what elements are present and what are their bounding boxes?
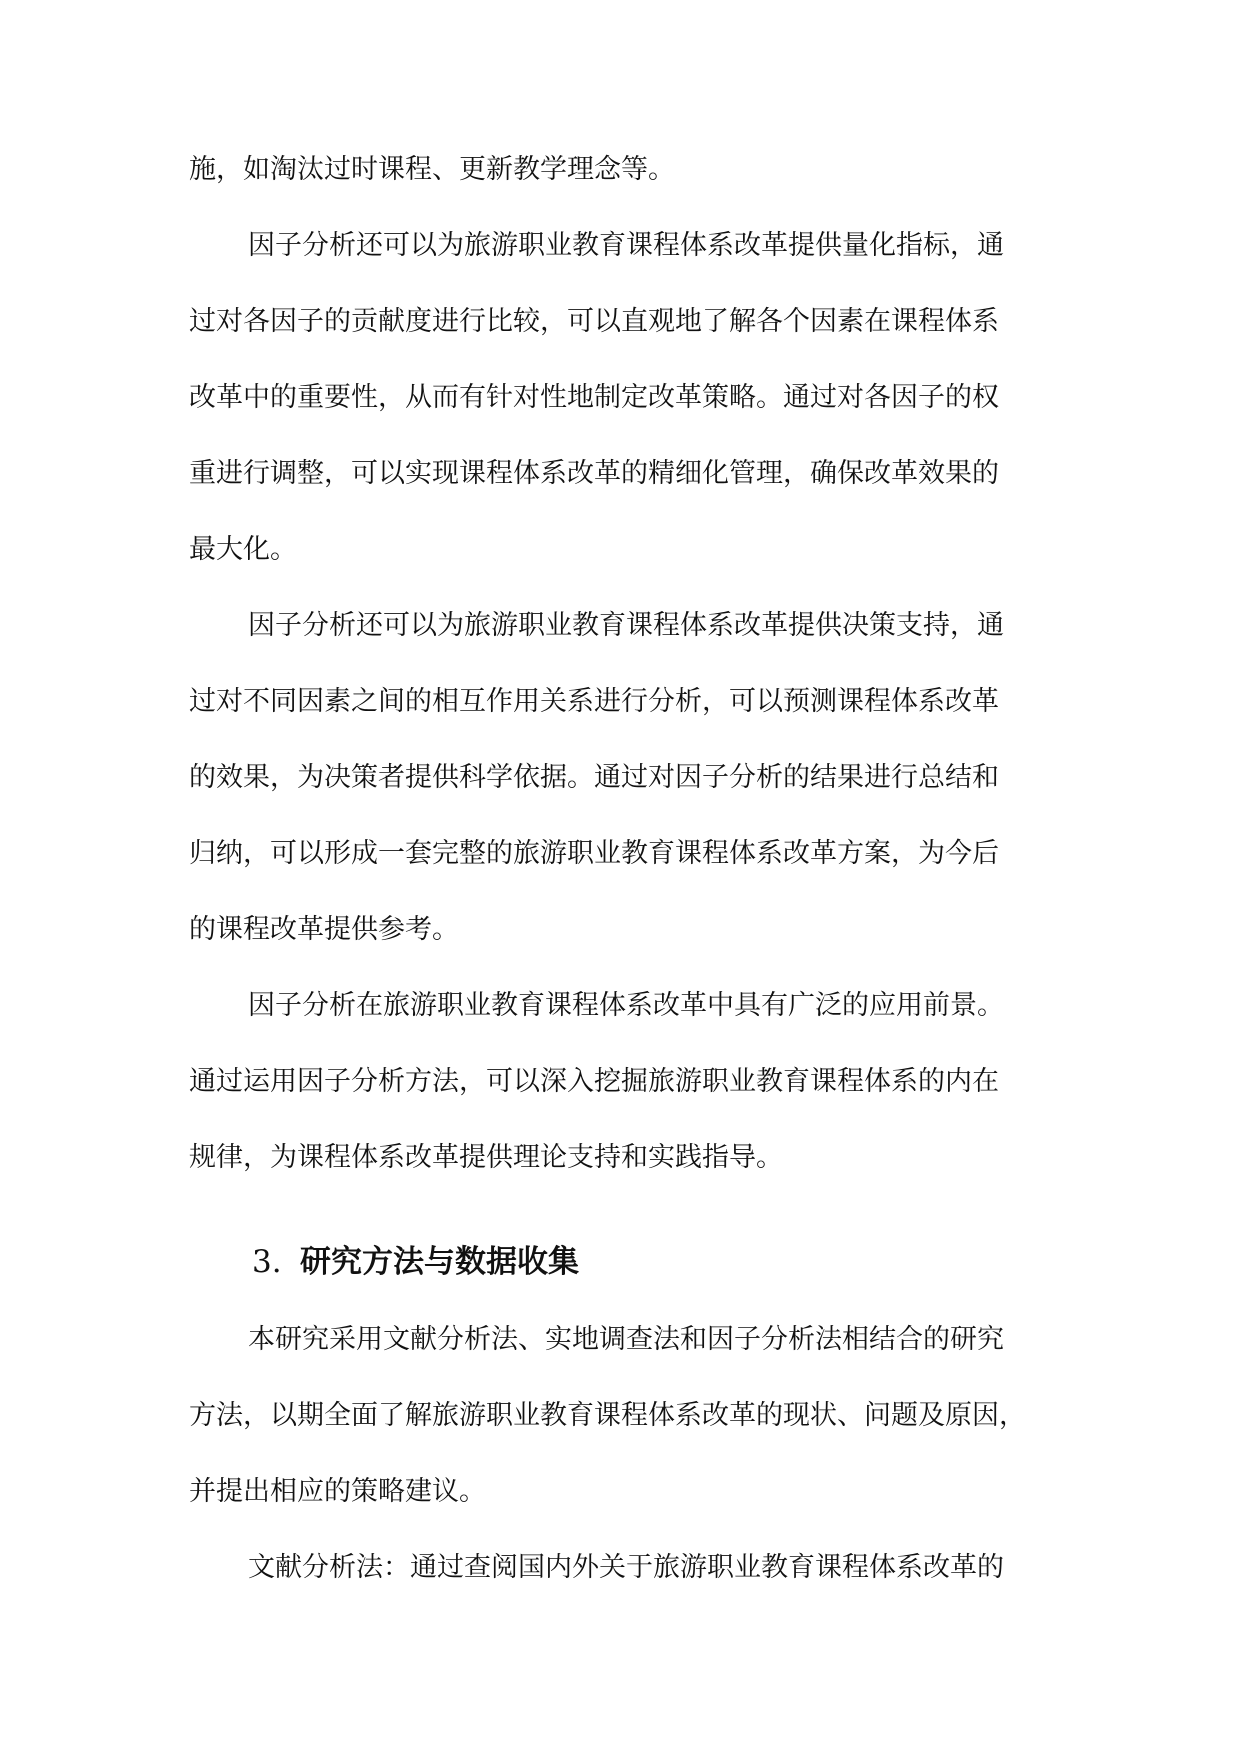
text-line: 归纳，可以形成一套完整的旅游职业教育课程体系改革方案，为今后 [189,838,999,869]
text-line: 的效果，为决策者提供科学依据。通过对因子分析的结果进行总结和 [189,762,999,793]
text-line: 并提出相应的策略建议。 [189,1476,486,1507]
text-line: 重进行调整，可以实现课程体系改革的精细化管理，确保改革效果的 [189,458,999,489]
text-line: 通过运用因子分析方法，可以深入挖掘旅游职业教育课程体系的内在 [189,1066,999,1097]
paragraph-first-line: 因子分析还可以为旅游职业教育课程体系改革提供量化指标，通 [248,230,1004,261]
paragraph-first-line: 因子分析还可以为旅游职业教育课程体系改革提供决策支持，通 [248,610,1004,641]
text-line: 改革中的重要性，从而有针对性地制定改革策略。通过对各因子的权 [189,382,999,413]
text-line: 方法，以期全面了解旅游职业教育课程体系改革的现状、问题及原因， [189,1400,1026,1431]
section-title: 研究方法与数据收集 [300,1244,579,1280]
text-line: 过对不同因素之间的相互作用关系进行分析，可以预测课程体系改革 [189,686,999,717]
paragraph-first-line: 文献分析法：通过查阅国内外关于旅游职业教育课程体系改革的 [248,1552,1004,1583]
text-line: 最大化。 [189,534,297,565]
text-line: 的课程改革提供参考。 [189,914,459,945]
section-heading [252,1240,1152,1284]
text-line: 过对各因子的贡献度进行比较，可以直观地了解各个因素在课程体系 [189,306,999,337]
paragraph-first-line: 本研究采用文献分析法、实地调查法和因子分析法相结合的研究 [248,1324,1004,1355]
text-line: 规律，为课程体系改革提供理论支持和实践指导。 [189,1142,783,1173]
paragraph-first-line: 因子分析在旅游职业教育课程体系改革中具有广泛的应用前景。 [248,990,1004,1021]
text-line: 施，如淘汰过时课程、更新教学理念等。 [189,154,675,185]
section-number: 3. [252,1244,282,1280]
